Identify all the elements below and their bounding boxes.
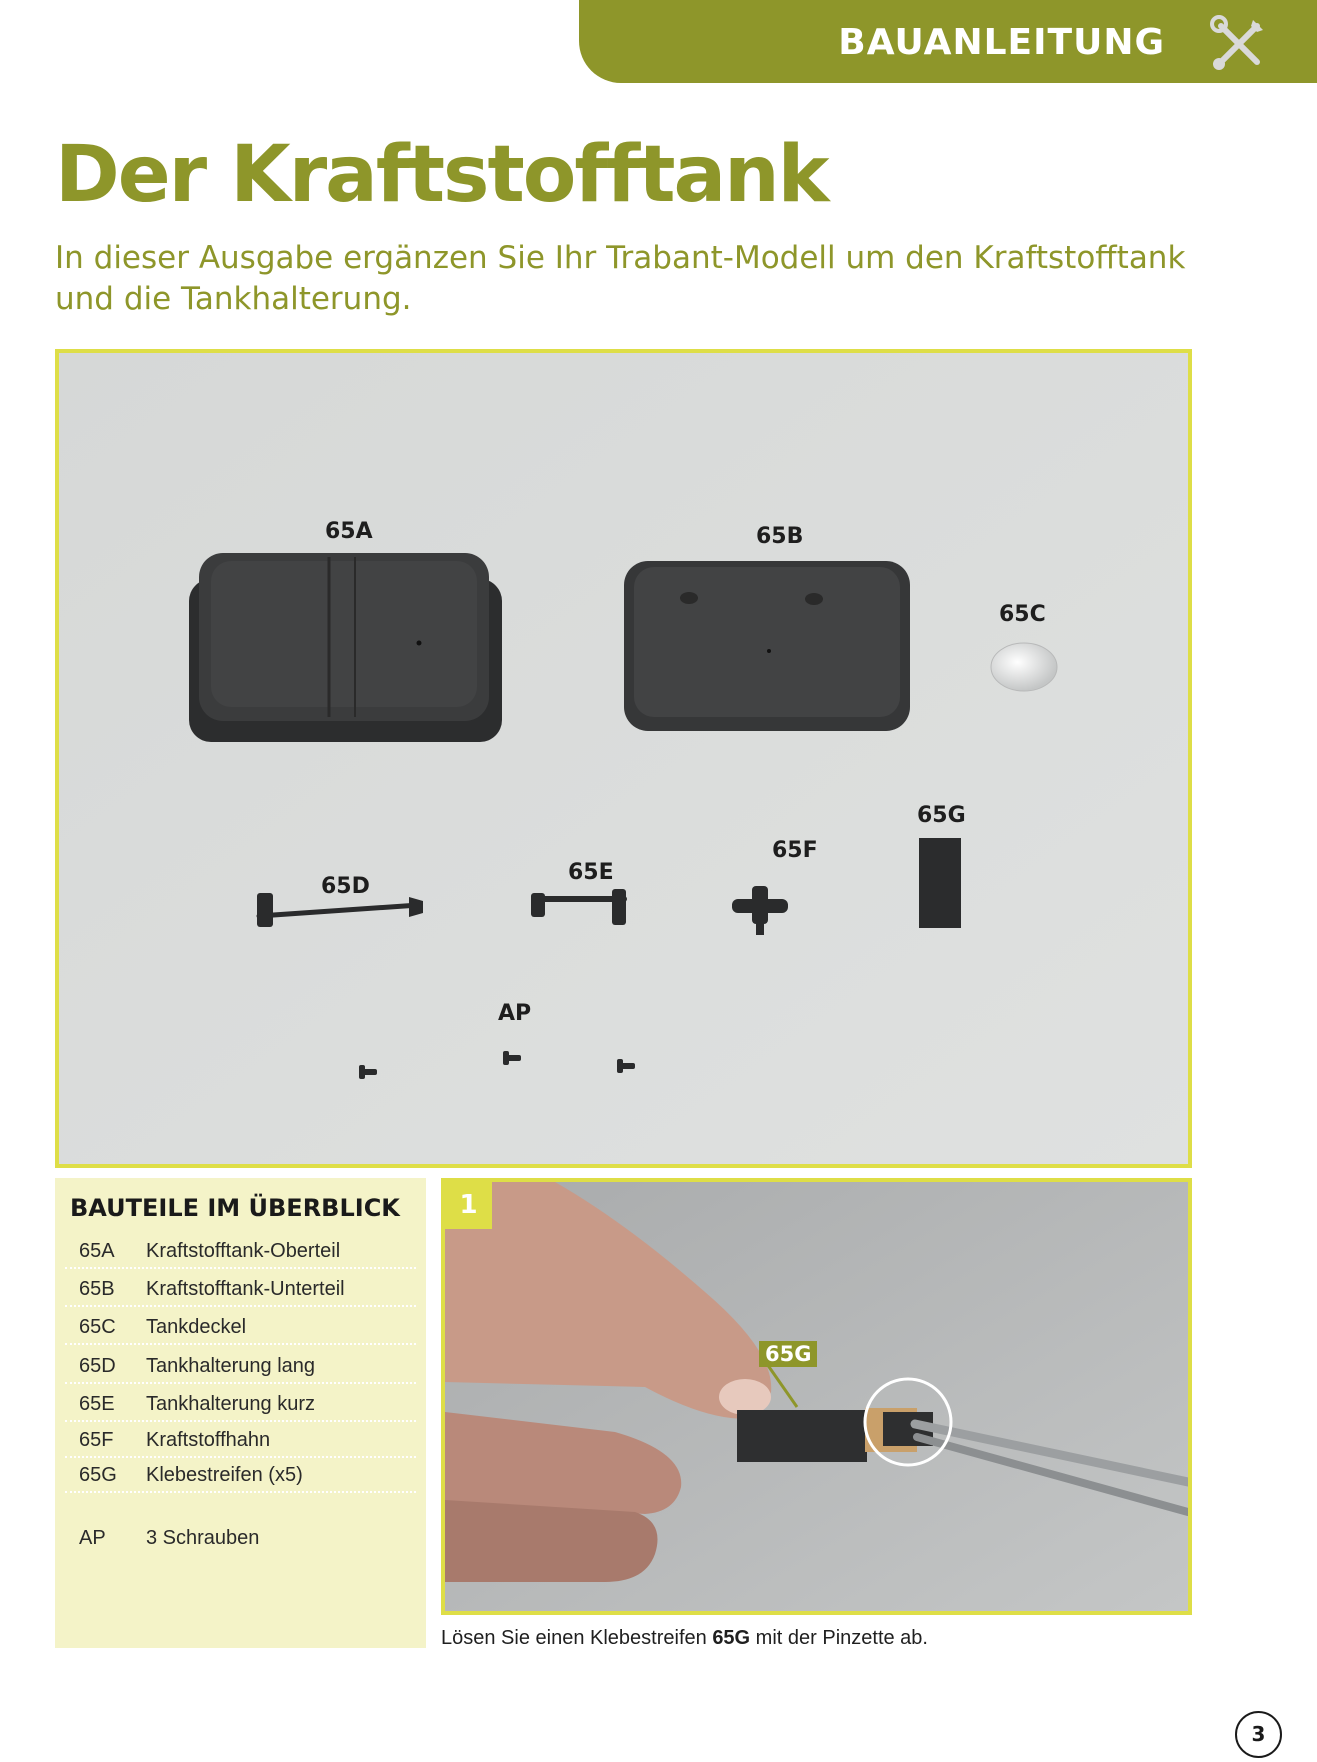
part-name: Klebestreifen (x5): [146, 1464, 303, 1486]
label-65f: 65F: [772, 838, 818, 863]
list-item: [65, 1233, 416, 1269]
label-65e: 65E: [568, 860, 614, 885]
parts-list-box: [55, 1178, 426, 1648]
step-number-badge: 1: [445, 1182, 492, 1229]
part-name: Tankhalterung lang: [146, 1355, 316, 1377]
caption-text-end: mit der Pinzette ab.: [750, 1627, 928, 1649]
caption-text: Lösen Sie einen Klebestreifen: [441, 1627, 713, 1649]
part-code: 65F: [79, 1429, 114, 1451]
part-name: Tankhalterung kurz: [146, 1393, 315, 1415]
label-ap: AP: [498, 1001, 532, 1026]
part-code: 65C: [79, 1316, 116, 1338]
step-caption: [441, 1627, 928, 1650]
part-code: 65B: [79, 1278, 115, 1300]
list-item: [65, 1271, 416, 1307]
part-code: 65A: [79, 1240, 115, 1262]
page-number: 3: [1235, 1711, 1282, 1758]
tank-upper-part: [189, 553, 502, 742]
label-65g: 65G: [917, 803, 966, 828]
list-item: [65, 1309, 416, 1345]
tank-lower-part: [624, 561, 910, 731]
part-name: Kraftstofftank-Unterteil: [146, 1278, 345, 1300]
list-item: [65, 1520, 416, 1556]
list-item: [65, 1457, 416, 1493]
label-65b: 65B: [756, 524, 804, 549]
list-item: [65, 1386, 416, 1422]
tank-cap-part: [991, 643, 1057, 691]
tools-icon: [1209, 14, 1269, 74]
section-label: BAUANLEITUNG: [838, 22, 1165, 63]
part-code: AP: [79, 1527, 106, 1549]
parts-heading: BAUTEILE IM ÜBERBLICK: [70, 1194, 400, 1222]
label-65g-tag: 65G: [759, 1341, 817, 1367]
part-code: 65G: [79, 1464, 117, 1486]
page-subtitle: In dieser Ausgabe ergänzen Sie Ihr Trabant-Modell um den Kraftstofftank und die Tankhalterung.: [55, 240, 1186, 317]
part-name: Kraftstofftank-Oberteil: [146, 1240, 341, 1262]
label-65a: 65A: [325, 519, 373, 544]
part-code: 65D: [79, 1355, 116, 1377]
page-title: Der Kraftstofftank: [55, 130, 828, 220]
parts-photo-drawing: [59, 353, 1188, 1164]
step-photo-drawing: [445, 1182, 1188, 1611]
part-name: Tankdeckel: [146, 1316, 247, 1338]
list-item: [65, 1422, 416, 1458]
list-item: [65, 1348, 416, 1384]
step-photo: [441, 1178, 1192, 1615]
part-code: 65E: [79, 1393, 115, 1415]
caption-part-code: 65G: [712, 1627, 751, 1649]
label-65d: 65D: [321, 874, 370, 899]
section-header-tab: [579, 0, 1317, 83]
part-name: 3 Schrauben: [146, 1527, 260, 1549]
part-name: Kraftstoffhahn: [146, 1429, 271, 1451]
adhesive-strip-part: [919, 838, 961, 928]
parts-overview-photo: [55, 349, 1192, 1168]
label-65c: 65C: [999, 602, 1046, 627]
